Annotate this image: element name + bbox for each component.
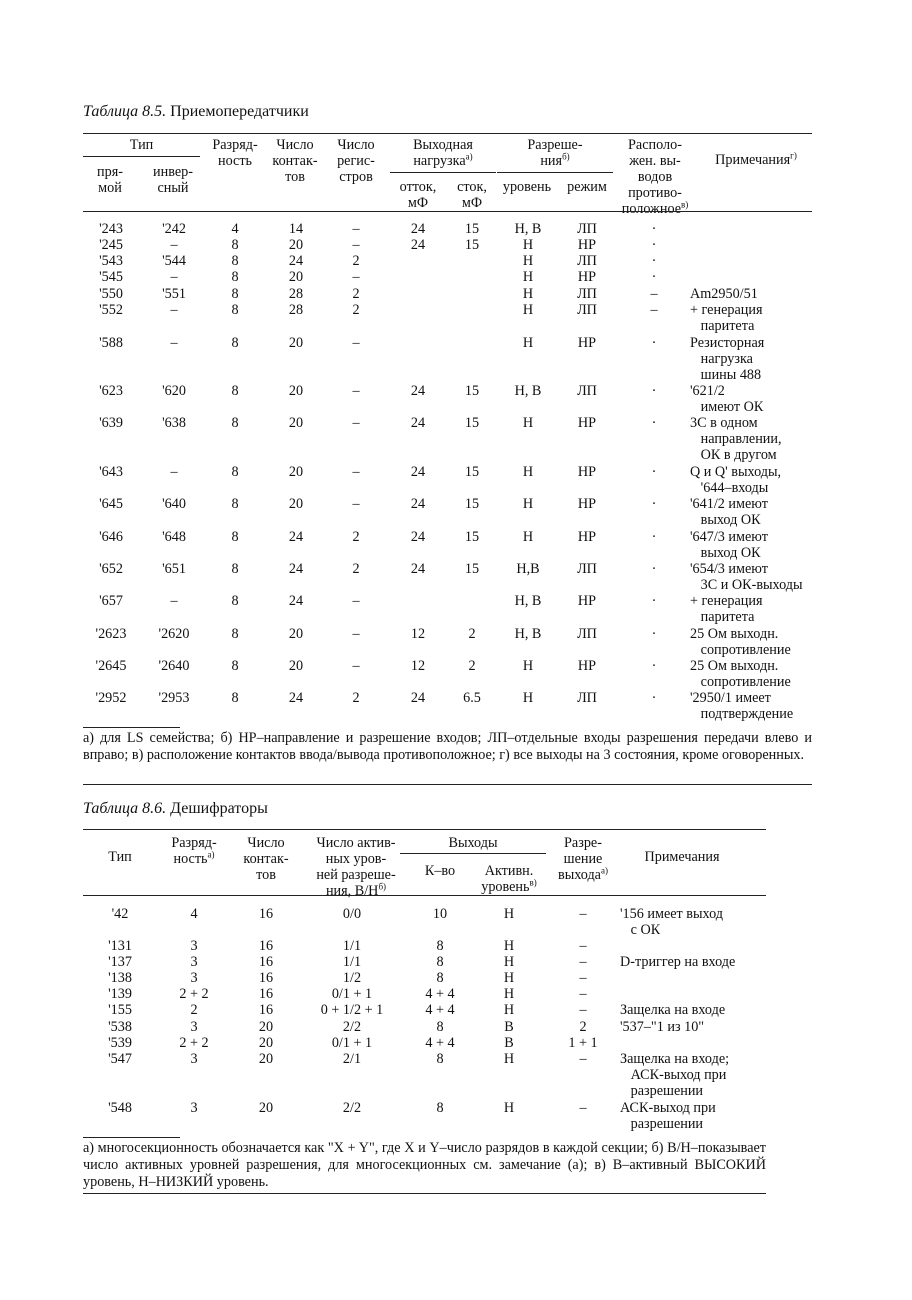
row-count: 8 [436, 954, 444, 970]
row-pins: 24 [288, 561, 304, 577]
row-bits: 8 [231, 302, 239, 318]
row-enables: 2/2 [342, 1019, 362, 1035]
row-pins: 16 [258, 906, 274, 922]
row-pins: 16 [258, 1002, 274, 1018]
row-direct: '2952 [95, 690, 127, 706]
row-sink: 15 [464, 415, 480, 431]
row-bits: 8 [231, 269, 239, 285]
row-pinout: · [651, 221, 657, 237]
col-output-enable: Разре- шение выхода$^{а)}$ [558, 835, 608, 883]
row-source: 24 [410, 221, 426, 237]
row-mode: ЛП [577, 626, 597, 642]
row-regs: 2 [352, 529, 360, 545]
col-level: уровень [502, 179, 552, 195]
row-pinout: · [651, 269, 657, 285]
row-pins: 28 [288, 286, 304, 302]
row-sink: 6.5 [463, 690, 481, 706]
row-source: 12 [410, 626, 426, 642]
row-level: Н [522, 253, 534, 269]
row-bits: 3 [190, 970, 198, 986]
row-bits: 8 [231, 415, 239, 431]
row-enables: 1/1 [342, 938, 362, 954]
row-inverse: – [170, 464, 178, 480]
row-regs: 2 [352, 561, 360, 577]
row-sink: 2 [468, 626, 476, 642]
table1-footnote-rule [83, 727, 180, 728]
row-count: 8 [436, 970, 444, 986]
col-pins: Число контак- тов [272, 137, 318, 185]
row-oe: – [579, 986, 587, 1002]
row-mode: ЛП [577, 690, 597, 706]
row-pinout: · [651, 464, 657, 480]
row-pinout: · [651, 335, 657, 351]
row-inverse: – [170, 237, 178, 253]
row-pins: 20 [288, 237, 304, 253]
col-sink: сток, мФ [457, 179, 487, 211]
row-direct: '588 [99, 335, 123, 351]
row-pinout: · [651, 253, 657, 269]
row-note: '156 имеет выход с ОК [620, 906, 723, 939]
row-regs: – [352, 335, 360, 351]
col-bits: Разряд- ность$^{а)}$ [171, 835, 217, 867]
col-count: К–во [424, 863, 456, 879]
row-level: Н [522, 658, 534, 674]
row-regs: 2 [352, 253, 360, 269]
row-sink: 15 [464, 561, 480, 577]
row-count: 4 + 4 [425, 986, 455, 1002]
row-level: Н [503, 938, 515, 954]
row-oe: – [579, 954, 587, 970]
output-enable-note: а) [600, 865, 608, 876]
row-count: 8 [436, 1051, 444, 1067]
row-mode: ЛП [577, 253, 597, 269]
table2-caption [83, 800, 268, 818]
col-output-load: Выходная нагрузка$^{а)}$ [413, 137, 473, 169]
row-pinout: · [651, 496, 657, 512]
row-level: Н [522, 302, 534, 318]
row-pins: 16 [258, 954, 274, 970]
row-regs: – [352, 658, 360, 674]
row-type: '547 [108, 1051, 132, 1067]
row-note: D-триггер на входе [620, 954, 736, 970]
table2-top-rule [83, 829, 766, 830]
row-note: + генерация паритета [690, 593, 763, 626]
row-level: Н [503, 1002, 515, 1018]
row-pins: 20 [258, 1035, 274, 1051]
notes-note: г) [790, 150, 797, 161]
row-mode: ЛП [577, 302, 597, 318]
row-mode: НР [577, 415, 597, 431]
row-regs: – [352, 415, 360, 431]
row-direct: '2623 [95, 626, 127, 642]
row-level: Н [522, 415, 534, 431]
row-note: '537–"1 из 10" [620, 1019, 705, 1035]
col-pinout: Располо- жен. вы- водов противо- положное$^{в)}$ [621, 137, 689, 217]
row-direct: '646 [99, 529, 123, 545]
row-oe: – [579, 1002, 587, 1018]
row-bits: 3 [190, 1051, 198, 1067]
row-bits: 8 [231, 561, 239, 577]
table2-caption-label: Таблица 8.6. [83, 800, 167, 817]
row-pinout: · [651, 415, 657, 431]
enable-note: б) [562, 151, 570, 162]
row-count: 4 + 4 [425, 1035, 455, 1051]
row-sink: 15 [464, 383, 480, 399]
row-bits: 2 + 2 [179, 1035, 209, 1051]
row-oe: – [579, 970, 587, 986]
row-pins: 20 [258, 1019, 274, 1035]
enable-subrule [497, 172, 613, 173]
row-count: 8 [436, 1019, 444, 1035]
row-type: '538 [108, 1019, 132, 1035]
row-level: В [504, 1019, 514, 1035]
row-source: 24 [410, 690, 426, 706]
row-inverse: '620 [162, 383, 186, 399]
row-pins: 20 [258, 1051, 274, 1067]
row-inverse: '638 [162, 415, 186, 431]
row-level: Н [503, 970, 515, 986]
row-direct: '623 [99, 383, 123, 399]
row-source: 24 [410, 415, 426, 431]
row-pinout: · [651, 626, 657, 642]
row-note: Q и Q' выходы, '644–входы [690, 464, 782, 497]
row-direct: '657 [99, 593, 123, 609]
output-load-subrule [390, 172, 496, 173]
table1-footnote: а) для LS семейства; б) НР–направление и разрешение входов; ЛП–отдельные входы разрешения передачи влево и вправо; в) расположение контактов ввода/вывода противоположное; г) все выходы на 3 состояния, кроме оговоренных. [83, 730, 812, 763]
row-source: 24 [410, 237, 426, 253]
table2-bottom-rule [83, 1193, 766, 1194]
table1-caption [83, 103, 309, 121]
row-level: Н [522, 529, 534, 545]
pinout-note: в) [681, 199, 689, 210]
row-level: Н [503, 1100, 515, 1116]
row-pins: 24 [288, 529, 304, 545]
col-type: Тип [108, 849, 132, 865]
row-type: '155 [108, 1002, 132, 1018]
row-sink: 15 [464, 237, 480, 253]
row-level: Н,В [516, 561, 540, 577]
row-pins: 20 [258, 1100, 274, 1116]
row-oe: – [579, 1051, 587, 1067]
row-mode: НР [577, 593, 597, 609]
row-level: Н, В [514, 383, 542, 399]
col-pins: Число контак- тов [243, 835, 289, 883]
row-pins: 16 [258, 970, 274, 986]
row-direct: '545 [99, 269, 123, 285]
row-enables: 0 + 1/2 + 1 [320, 1002, 384, 1018]
row-source: 24 [410, 529, 426, 545]
col-enable: Разреше- ния$^{б)}$ [527, 137, 583, 169]
row-level: Н [522, 464, 534, 480]
row-bits: 8 [231, 690, 239, 706]
row-type: '548 [108, 1100, 132, 1116]
row-sink: 15 [464, 496, 480, 512]
row-bits: 8 [231, 237, 239, 253]
row-level: Н [522, 496, 534, 512]
row-bits: 8 [231, 335, 239, 351]
row-level: В [504, 1035, 514, 1051]
row-bits: 2 [190, 1002, 198, 1018]
row-bits: 8 [231, 593, 239, 609]
table2-header-rule [83, 895, 766, 896]
row-pinout: · [651, 383, 657, 399]
row-enables: 0/1 + 1 [331, 986, 373, 1002]
row-direct: '2645 [95, 658, 127, 674]
row-pins: 20 [288, 269, 304, 285]
row-enables: 0/1 + 1 [331, 1035, 373, 1051]
row-pinout: – [650, 302, 658, 318]
row-bits: 8 [231, 253, 239, 269]
row-inverse: '640 [162, 496, 186, 512]
col-mode: режим [567, 179, 607, 195]
active-enables-note: б) [378, 881, 387, 892]
col-registers: Число регис- стров [337, 137, 375, 185]
bits-note: а) [207, 849, 215, 860]
row-enables: 2/1 [342, 1051, 362, 1067]
col-source: отток, мФ [399, 179, 437, 211]
row-pins: 20 [288, 626, 304, 642]
row-regs: – [352, 383, 360, 399]
row-mode: НР [577, 237, 597, 253]
table1-header-rule [83, 211, 812, 212]
row-sink: 15 [464, 529, 480, 545]
row-level: Н [503, 986, 515, 1002]
row-note: '647/3 имеют выход ОК [690, 529, 768, 562]
row-pins: 20 [288, 496, 304, 512]
row-pins: 24 [288, 690, 304, 706]
row-sink: 15 [464, 221, 480, 237]
row-pins: 16 [258, 938, 274, 954]
row-direct: '552 [99, 302, 123, 318]
table2-footnote-rule [83, 1137, 180, 1138]
row-type: '137 [108, 954, 132, 970]
row-inverse: '651 [162, 561, 186, 577]
row-note: '2950/1 имеет подтверждение [690, 690, 794, 723]
row-source: 24 [410, 464, 426, 480]
active-level-note: в) [529, 877, 537, 888]
row-pinout: · [651, 593, 657, 609]
col-outputs: Выходы [448, 835, 498, 851]
row-mode: ЛП [577, 221, 597, 237]
col-notes: Примечания [644, 849, 720, 865]
row-regs: 2 [352, 286, 360, 302]
row-note: Резисторная нагрузка шины 488 [690, 335, 765, 384]
row-direct: '543 [99, 253, 123, 269]
row-pinout: · [651, 690, 657, 706]
row-level: Н, В [514, 593, 542, 609]
row-bits: 8 [231, 658, 239, 674]
col-notes: Примечания$^{г)}$ [715, 150, 797, 168]
row-note: '641/2 имеют выход ОК [690, 496, 768, 529]
row-source: 24 [410, 496, 426, 512]
row-pins: 24 [288, 253, 304, 269]
row-level: Н, В [514, 221, 542, 237]
row-level: Н [503, 1051, 515, 1067]
type-subrule [83, 156, 200, 157]
row-enables: 1/1 [342, 954, 362, 970]
row-inverse: – [170, 269, 178, 285]
outputs-subrule [400, 853, 546, 854]
row-count: 8 [436, 938, 444, 954]
row-type: '539 [108, 1035, 132, 1051]
row-pins: 20 [288, 658, 304, 674]
row-inverse: '242 [162, 221, 186, 237]
row-bits: 3 [190, 1019, 198, 1035]
row-direct: '550 [99, 286, 123, 302]
row-note: + генерация паритета [690, 302, 763, 335]
row-note: Защелка на входе; АСК-выход при разрешении [620, 1051, 730, 1100]
row-direct: '643 [99, 464, 123, 480]
row-enables: 0/0 [342, 906, 362, 922]
row-enables: 1/2 [342, 970, 362, 986]
row-bits: 8 [231, 286, 239, 302]
row-pins: 24 [288, 593, 304, 609]
row-direct: '243 [99, 221, 123, 237]
row-bits: 4 [231, 221, 239, 237]
row-bits: 8 [231, 464, 239, 480]
row-pins: 20 [288, 464, 304, 480]
row-level: Н [522, 269, 534, 285]
row-inverse: '648 [162, 529, 186, 545]
row-oe: – [579, 1100, 587, 1116]
row-regs: 2 [352, 690, 360, 706]
row-type: '138 [108, 970, 132, 986]
row-direct: '652 [99, 561, 123, 577]
row-level: Н [522, 237, 534, 253]
row-note: 3С в одном направлении, ОК в другом [690, 415, 782, 464]
row-bits: 2 + 2 [179, 986, 209, 1002]
row-bits: 8 [231, 496, 239, 512]
row-pinout: · [651, 529, 657, 545]
row-sink: 15 [464, 464, 480, 480]
row-note: Защелка на входе [620, 1002, 726, 1018]
row-direct: '645 [99, 496, 123, 512]
row-type: '139 [108, 986, 132, 1002]
row-bits: 4 [190, 906, 198, 922]
row-pins: 20 [288, 383, 304, 399]
col-active-level: Активн. уровень$^{в)}$ [481, 863, 537, 895]
row-note: 25 Ом выходн. сопротивление [690, 658, 791, 691]
row-note: '654/3 имеют 3С и ОК-выходы [690, 561, 803, 594]
row-inverse: – [170, 302, 178, 318]
row-pins: 14 [288, 221, 304, 237]
row-sink: 2 [468, 658, 476, 674]
row-count: 4 + 4 [425, 1002, 455, 1018]
row-source: 12 [410, 658, 426, 674]
row-regs: – [352, 221, 360, 237]
col-direct: пря- мой [97, 164, 123, 196]
row-source: 24 [410, 561, 426, 577]
row-bits: 3 [190, 1100, 198, 1116]
row-regs: – [352, 237, 360, 253]
row-regs: – [352, 593, 360, 609]
row-inverse: '2640 [158, 658, 190, 674]
row-regs: 2 [352, 302, 360, 318]
row-bits: 8 [231, 626, 239, 642]
row-regs: – [352, 464, 360, 480]
row-bits: 3 [190, 938, 198, 954]
row-regs: – [352, 269, 360, 285]
row-count: 8 [436, 1100, 444, 1116]
table1-bottom-rule [83, 784, 812, 785]
output-load-note: а) [465, 151, 473, 162]
row-note: АСК-выход при разрешении [620, 1100, 716, 1133]
row-mode: НР [577, 464, 597, 480]
row-enables: 2/2 [342, 1100, 362, 1116]
row-direct: '245 [99, 237, 123, 253]
row-inverse: '544 [162, 253, 186, 269]
table2-caption-title: Дешифраторы [170, 800, 268, 817]
row-mode: НР [577, 658, 597, 674]
table1-caption-label: Таблица 8.5. [83, 103, 167, 120]
row-mode: НР [577, 269, 597, 285]
row-level: Н [503, 954, 515, 970]
row-direct: '639 [99, 415, 123, 431]
row-regs: – [352, 496, 360, 512]
row-bits: 8 [231, 383, 239, 399]
row-source: 24 [410, 383, 426, 399]
row-mode: ЛП [577, 383, 597, 399]
row-pinout: · [651, 237, 657, 253]
row-mode: НР [577, 335, 597, 351]
row-oe: 2 [579, 1019, 587, 1035]
row-pins: 20 [288, 335, 304, 351]
row-level: Н [522, 286, 534, 302]
row-pins: 20 [288, 415, 304, 431]
row-type: '42 [111, 906, 129, 922]
row-pins: 28 [288, 302, 304, 318]
row-type: '131 [108, 938, 132, 954]
row-pinout: · [651, 658, 657, 674]
row-regs: – [352, 626, 360, 642]
row-oe: – [579, 906, 587, 922]
row-mode: ЛП [577, 561, 597, 577]
col-active-enables: Число актив- ных уров- ней разреше- ния, $В/Н^{б)}$ [316, 835, 396, 899]
row-level: Н [522, 690, 534, 706]
row-level: Н, В [514, 626, 542, 642]
col-type: Тип [129, 137, 154, 153]
row-inverse: '2953 [158, 690, 190, 706]
table1-caption-title: Приемопередатчики [170, 103, 309, 120]
row-bits: 8 [231, 529, 239, 545]
row-note: 25 Ом выходн. сопротивление [690, 626, 791, 659]
row-oe: – [579, 938, 587, 954]
row-level: Н [503, 906, 515, 922]
row-inverse: – [170, 593, 178, 609]
row-note: '621/2 имеют ОК [690, 383, 764, 416]
row-inverse: '551 [162, 286, 186, 302]
row-mode: НР [577, 529, 597, 545]
row-mode: ЛП [577, 286, 597, 302]
row-pins: 16 [258, 986, 274, 1002]
row-inverse: '2620 [158, 626, 190, 642]
table1-top-rule [83, 133, 812, 134]
table2-footnote: а) многосекционность обозначается как "X + Y", где X и Y–число разрядов в каждой секции; б) В/Н–показывает число активных уровней разрешения, для многосекционных см. замечание (а); в) В–активный ВЫСОКИЙ уровень, Н–НИЗКИЙ уровень. [83, 1140, 766, 1190]
row-note: Am2950/51 [690, 286, 758, 302]
row-oe: 1 + 1 [568, 1035, 598, 1051]
row-pinout: · [651, 561, 657, 577]
row-mode: НР [577, 496, 597, 512]
row-bits: 3 [190, 954, 198, 970]
row-inverse: – [170, 335, 178, 351]
col-inverse: инвер- сный [153, 164, 193, 196]
row-count: 10 [432, 906, 448, 922]
col-bits: Разряд- ность [212, 137, 258, 169]
row-pinout: – [650, 286, 658, 302]
row-level: Н [522, 335, 534, 351]
